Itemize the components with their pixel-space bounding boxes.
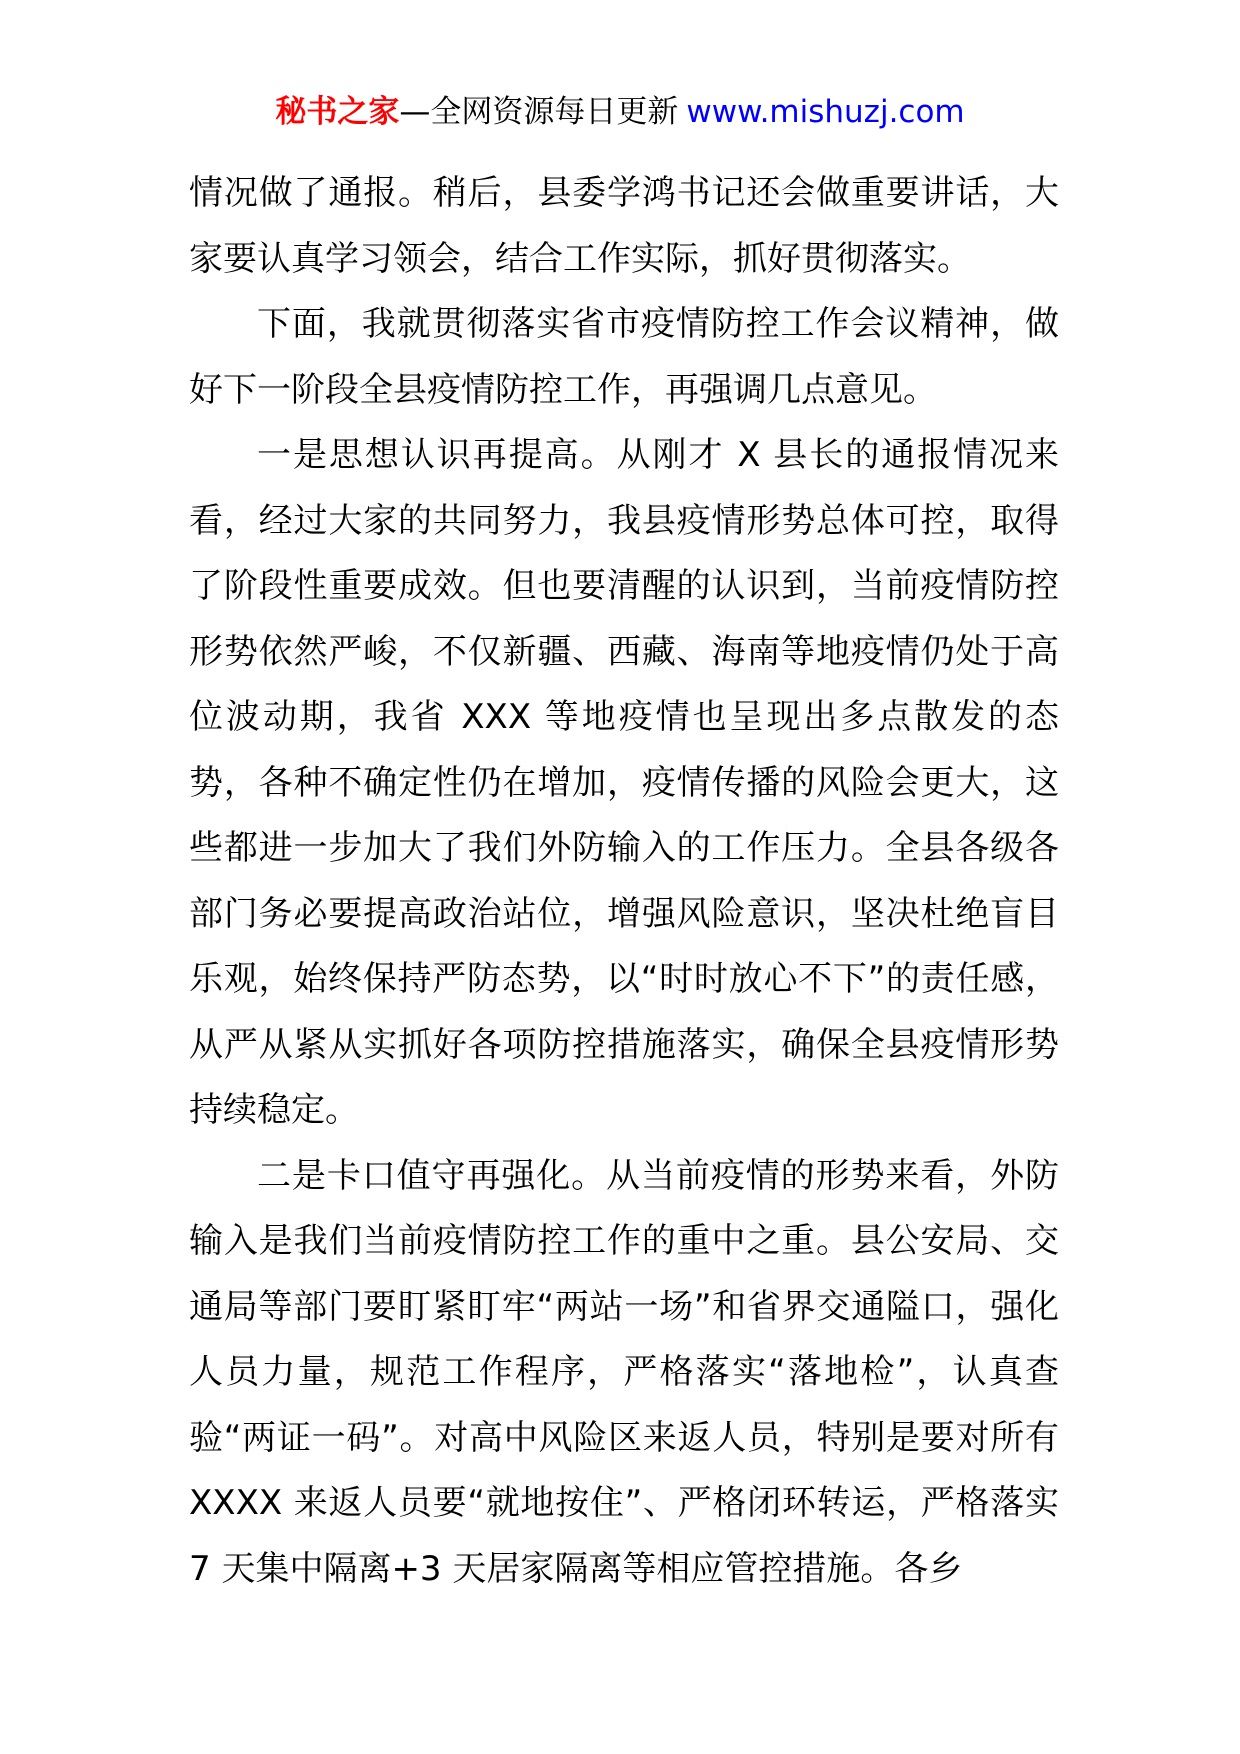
brand-name: 秘书之家 (275, 94, 400, 130)
paragraph-3: 一是思想认识再提高。从刚才 X 县长的通报情况来看，经过大家的共同努力，我县疫情形势总体可控，取得了阶段性重要成效。但也要清醒的认识到，当前疫情防控形势依然严峻，不仅新疆、西藏、海南等地疫情仍处于高位波动期，我省 XXX 等地疫情也呈现出多点散发的态势，各种不确定性仍在增加，疫情传播的风险会更大，这些都进一步加大了我们外防输入的工作压力。全县各级各部门务必要提高政治站位，增强风险意识，坚决杜绝盲目乐观，始终保持严防态势，以“时时放心不下”的责任感，从严从紧从实抓好各项防控措施落实，确保全县疫情形势持续稳定。 (189, 435, 1059, 1130)
site-header (0, 92, 1240, 132)
paragraph-4: 二是卡口值守再强化。从当前疫情的形势来看，外防输入是我们当前疫情防控工作的重中之重。县公安局、交通局等部门要盯紧盯牢“两站一场”和省界交通隘口，强化人员力量，规范工作程序，严格落实“落地检”，认真查验“两证一码”。对高中风险区来返人员，特别是要对所有 XXXX 来返人员要“就地按住”、严格闭环转运，严格落实 7 天集中隔离+3 天居家隔离等相应管控措施。各乡 (189, 1155, 1059, 1589)
document-body (189, 161, 1059, 1602)
site-url-link[interactable]: www.mishuzj.com (686, 94, 965, 130)
paragraph-1: 情况做了通报。稍后，县委学鸿书记还会做重要讲话，大家要认真学习领会，结合工作实际，抓好贯彻落实。 (189, 173, 1059, 279)
header-slogan: —全网资源每日更新 (399, 94, 679, 130)
paragraph-2: 下面，我就贯彻落实省市疫情防控工作会议精神，做好下一阶段全县疫情防控工作，再强调几点意见。 (189, 304, 1059, 410)
